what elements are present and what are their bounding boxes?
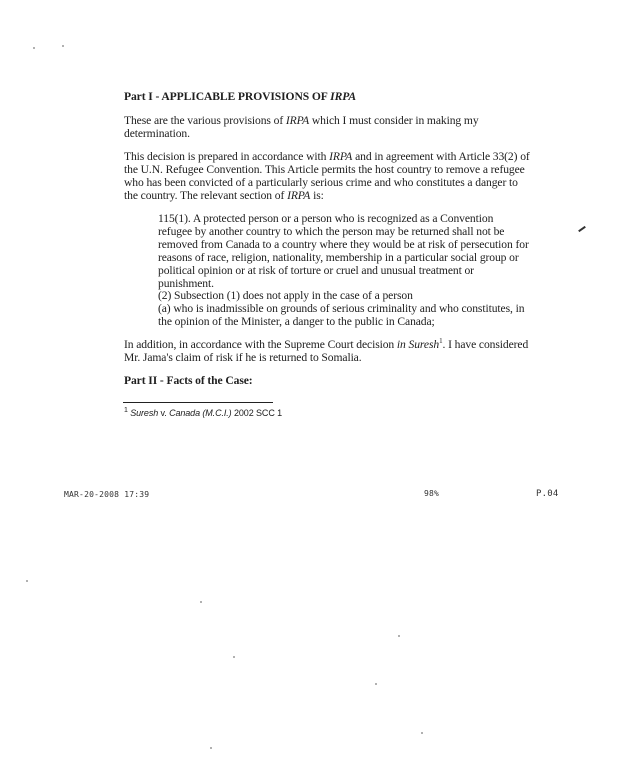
scan-speck bbox=[233, 656, 235, 658]
part1-heading bbox=[124, 90, 356, 103]
fax-page-number: P.04 bbox=[536, 489, 559, 499]
scan-speck bbox=[421, 732, 423, 734]
para2-line1-a: This decision is prepared in accordance with bbox=[124, 150, 330, 163]
scan-speck bbox=[33, 47, 35, 49]
fax-percent: 98% bbox=[424, 489, 440, 498]
para2-line4 bbox=[124, 189, 324, 202]
footnote-citation: 2002 SCC 1 bbox=[231, 408, 283, 418]
para3-line1 bbox=[124, 338, 528, 351]
part2-heading: Part II - Facts of the Case: bbox=[124, 374, 253, 387]
part1-heading-text: Part I - APPLICABLE PROVISIONS OF bbox=[124, 90, 331, 103]
para1-line1-a: These are the various provisions of bbox=[124, 114, 286, 127]
quote-line: political opinion or at risk of torture or cruel and unusual treatment or bbox=[158, 264, 474, 277]
para2-line4-a: the country. The relevant section of bbox=[124, 189, 288, 202]
footnote-number: 1 bbox=[124, 407, 128, 414]
scan-speck bbox=[200, 601, 202, 603]
para1-line2: determination. bbox=[124, 127, 190, 140]
quote-line: punishment. bbox=[158, 277, 214, 290]
quote-line: reasons of race, religion, nationality, membership in a particular social group or bbox=[158, 251, 519, 264]
quote-line: removed from Canada to a country where they would be at risk of persecution for bbox=[158, 238, 529, 251]
part1-heading-irpa: IRPA bbox=[330, 90, 356, 103]
quote-line: the opinion of the Minister, a danger to the public in Canada; bbox=[158, 315, 435, 328]
para2-line1-irpa: IRPA bbox=[329, 150, 353, 163]
footnote-ref: 1 bbox=[439, 337, 443, 346]
para3-line1-a: In addition, in accordance with the Supreme Court decision bbox=[124, 338, 397, 351]
quote-line: (a) who is inadmissible on grounds of serious criminality and who constitutes, in bbox=[158, 302, 525, 315]
scan-speck bbox=[210, 747, 212, 749]
quote-line: 115(1). A protected person or a person who is recognized as a Convention bbox=[158, 212, 494, 225]
footnote-suresh: Suresh bbox=[130, 408, 159, 418]
para1-line1-irpa: IRPA bbox=[285, 114, 310, 127]
quote-line: refugee by another country to which the person may be returned shall not be bbox=[158, 225, 505, 238]
para1-line1-b: which I must consider in making my bbox=[309, 114, 479, 127]
scan-speck bbox=[375, 683, 377, 685]
footnote bbox=[124, 407, 282, 420]
footnote-rule bbox=[123, 402, 273, 403]
para2-line3: who has been convicted of a particularly serious crime and who constitutes a danger to bbox=[124, 176, 518, 189]
para2-line1 bbox=[124, 150, 530, 163]
scan-mark bbox=[578, 226, 586, 232]
para2-line4-b: is: bbox=[310, 189, 324, 202]
scan-speck bbox=[398, 635, 400, 637]
para3-line2: Mr. Jama's claim of risk if he is returned to Somalia. bbox=[124, 351, 362, 364]
fax-date-time: MAR-20-2008 17:39 bbox=[64, 490, 150, 499]
scan-speck bbox=[26, 580, 28, 582]
footnote-canada: Canada (M.C.I.) bbox=[169, 408, 232, 418]
para2-line2: the U.N. Refugee Convention. This Article permits the host country to remove a refugee bbox=[124, 163, 525, 176]
para3-suresh: in Suresh bbox=[396, 338, 440, 351]
para2-line1-b: and in agreement with Article 33(2) of bbox=[352, 150, 530, 163]
para1-line1 bbox=[124, 114, 479, 127]
para2-line4-irpa: IRPA bbox=[287, 189, 311, 202]
footnote-v: v. bbox=[158, 408, 170, 418]
quote-line: (2) Subsection (1) does not apply in the case of a person bbox=[158, 289, 413, 302]
scan-speck bbox=[62, 45, 64, 47]
para3-line1-b: . I have considered bbox=[442, 338, 529, 351]
